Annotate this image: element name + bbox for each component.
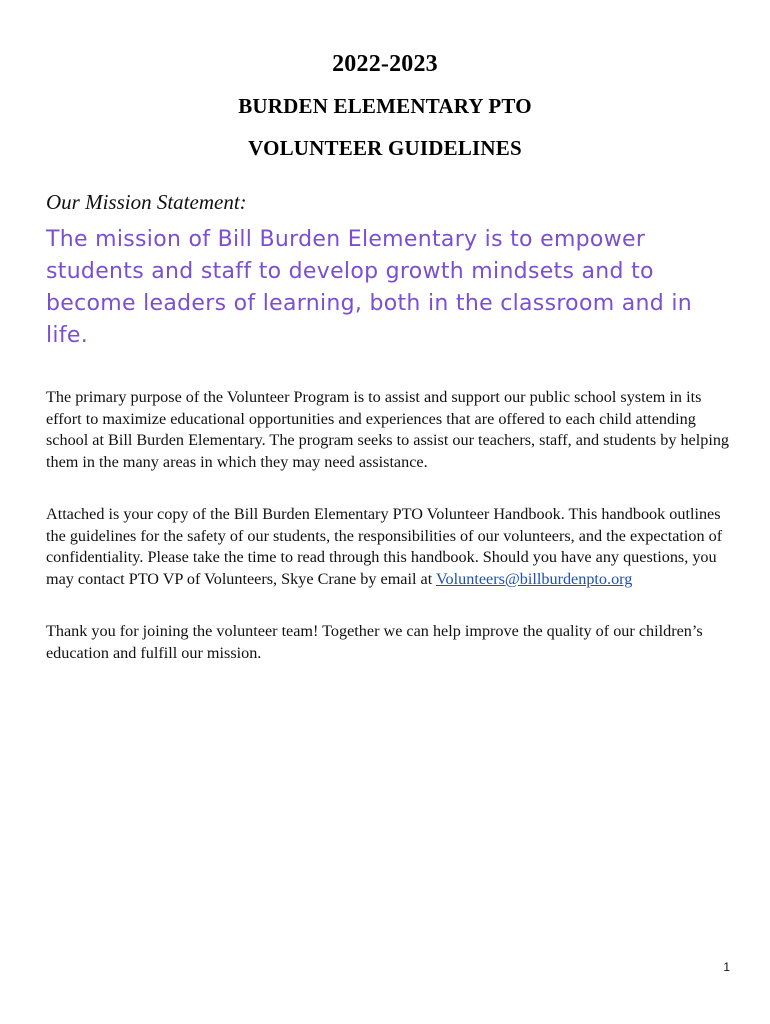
paragraph-purpose: The primary purpose of the Volunteer Program is to assist and support our public school system in its effort to maximize educational opportunities and experiences that are offered to each child attending school at Bill Burden Elementary. The program seeks to assist our teachers, staff, and students by helping them in the many areas in which they may need assistance. [46, 388, 730, 471]
paragraph-handbook [46, 504, 730, 590]
mission-statement-text: The mission of Bill Burden Elementary is to empower students and staff to develop growth mindsets and to become leaders of learning, both in the classroom and in life. [46, 227, 692, 348]
mission-statement-label: Our Mission Statement: [46, 190, 247, 214]
page-number: 1 [723, 960, 730, 974]
volunteers-email-link[interactable]: Volunteers@billburdenpto.org [435, 569, 633, 588]
paragraph-thank-you: Thank you for joining the volunteer team! Together we can help improve the quality of our children’s education and fulfill our mission. [46, 622, 703, 662]
title-year: 2022-2023 [332, 51, 438, 77]
title-organization: BURDEN ELEMENTARY PTO [238, 94, 532, 118]
title-block [0, 48, 770, 174]
paragraph-handbook-text: Attached is your copy of the Bill Burden Elementary PTO Volunteer Handbook. This handbook outlines the guidelines for the safety of our students, the responsibilities of our volunteers, and the expectation of confidentiality. Please take the time to read through this handbook. Should you have any questions, you may contact PTO VP of Volunteers, Skye Crane by email at [46, 505, 723, 588]
title-document-name: VOLUNTEER GUIDELINES [248, 136, 522, 160]
